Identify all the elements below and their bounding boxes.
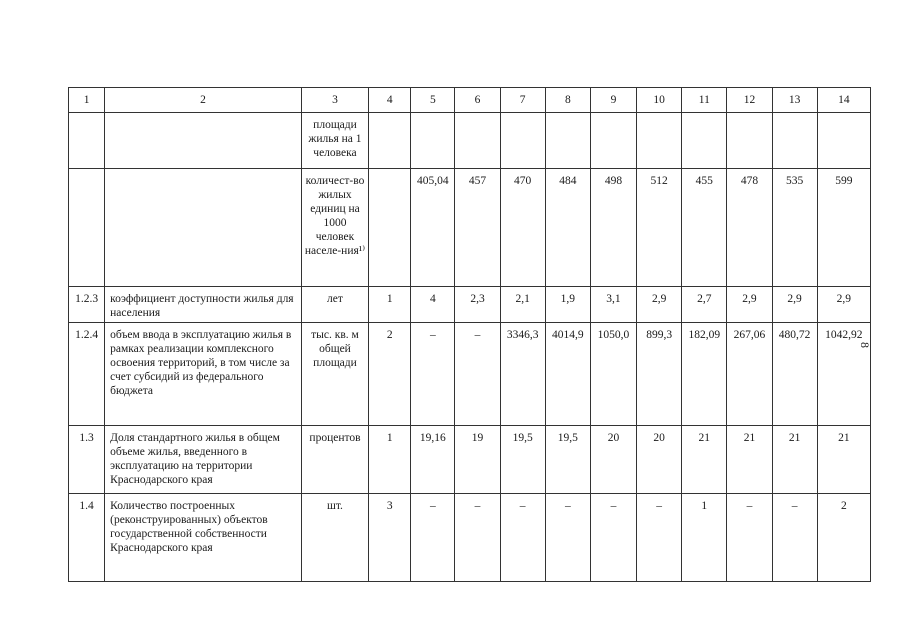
table-cell (411, 113, 455, 169)
table-cell: 21 (817, 426, 870, 494)
table-cell: 599 (817, 169, 870, 287)
table-cell (369, 169, 411, 287)
table-cell (637, 113, 682, 169)
table-cell: – (545, 494, 590, 582)
table-cell: 1.4 (69, 494, 105, 582)
table-cell: 21 (682, 426, 727, 494)
table-cell (105, 113, 302, 169)
table-cell: 498 (590, 169, 636, 287)
table-cell: 1 (682, 494, 727, 582)
table-cell: 405,04 (411, 169, 455, 287)
table-cell (69, 113, 105, 169)
table-cell: – (411, 494, 455, 582)
table-cell (817, 113, 870, 169)
header-cell: 2 (105, 88, 302, 113)
table-cell: 512 (637, 169, 682, 287)
table-cell: 21 (772, 426, 817, 494)
table-cell: – (411, 323, 455, 426)
table-cell: шт. (301, 494, 368, 582)
table-row (69, 113, 871, 169)
table-cell: 484 (545, 169, 590, 287)
table-cell: 19,5 (545, 426, 590, 494)
table-cell: 2,1 (500, 287, 545, 323)
table-cell: 470 (500, 169, 545, 287)
table-cell: площади жилья на 1 человека (301, 113, 368, 169)
table-cell: 535 (772, 169, 817, 287)
table-cell: – (637, 494, 682, 582)
header-cell: 6 (455, 88, 500, 113)
table-cell: 2,9 (637, 287, 682, 323)
table-cell: – (772, 494, 817, 582)
table-cell (682, 113, 727, 169)
table-cell: 21 (727, 426, 772, 494)
table-cell: 2,9 (727, 287, 772, 323)
table-cell: 1 (369, 426, 411, 494)
table-cell: количест-во жилых единиц на 1000 человек населе-ния¹⁾ (301, 169, 368, 287)
header-cell: 7 (500, 88, 545, 113)
header-row (69, 88, 871, 113)
header-cell: 8 (545, 88, 590, 113)
header-cell: 13 (772, 88, 817, 113)
table-cell: объем ввода в эксплуатацию жилья в рамках реализации комплексного освоения территорий, в том числе за счет субсидий из федерального бюджета (105, 323, 302, 426)
table-cell: – (590, 494, 636, 582)
table-cell: 2,3 (455, 287, 500, 323)
table-cell: 2 (817, 494, 870, 582)
table-cell: 480,72 (772, 323, 817, 426)
table-cell: – (455, 323, 500, 426)
table-cell: 2,9 (772, 287, 817, 323)
table-cell: 20 (637, 426, 682, 494)
table-cell: Количество построенных (реконструированных) объектов государственной собственности Краснодарского края (105, 494, 302, 582)
table-cell (545, 113, 590, 169)
table-cell: 19 (455, 426, 500, 494)
header-cell: 3 (301, 88, 368, 113)
table-row (69, 169, 871, 287)
header-cell: 5 (411, 88, 455, 113)
data-table (68, 87, 871, 582)
table-cell (590, 113, 636, 169)
header-cell: 12 (727, 88, 772, 113)
header-cell: 9 (590, 88, 636, 113)
table-cell: 457 (455, 169, 500, 287)
table-cell: коэффициент доступности жилья для населения (105, 287, 302, 323)
table-cell: 267,06 (727, 323, 772, 426)
table-cell: 1050,0 (590, 323, 636, 426)
table-cell: – (500, 494, 545, 582)
table-cell: – (727, 494, 772, 582)
table-cell (727, 113, 772, 169)
table-cell: 478 (727, 169, 772, 287)
table-cell: 2 (369, 323, 411, 426)
table-cell: 1,9 (545, 287, 590, 323)
table-cell (369, 113, 411, 169)
page-number: 8 (858, 342, 872, 348)
table-cell: 3346,3 (500, 323, 545, 426)
table-row (69, 426, 871, 494)
header-cell: 11 (682, 88, 727, 113)
table-cell: 899,3 (637, 323, 682, 426)
table-cell: 1042,92 (817, 323, 870, 426)
table-cell: 4 (411, 287, 455, 323)
table-cell: 2,9 (817, 287, 870, 323)
table-cell: процентов (301, 426, 368, 494)
table-cell (69, 169, 105, 287)
table-cell: 1 (369, 287, 411, 323)
table-cell: 1.3 (69, 426, 105, 494)
table-cell: 3 (369, 494, 411, 582)
table-cell: 19,16 (411, 426, 455, 494)
table-cell: Доля стандартного жилья в общем объеме жилья, введенного в эксплуатацию на территории Краснодарского края (105, 426, 302, 494)
header-cell: 10 (637, 88, 682, 113)
table-cell: тыс. кв. м общей площади (301, 323, 368, 426)
table-cell (455, 113, 500, 169)
table-cell: 4014,9 (545, 323, 590, 426)
table-cell: – (455, 494, 500, 582)
table-cell: 2,7 (682, 287, 727, 323)
header-cell: 14 (817, 88, 870, 113)
table-cell: 455 (682, 169, 727, 287)
table-cell: 1.2.3 (69, 287, 105, 323)
table-cell: 19,5 (500, 426, 545, 494)
table-cell: лет (301, 287, 368, 323)
table-row (69, 494, 871, 582)
table-cell: 20 (590, 426, 636, 494)
table-row (69, 323, 871, 426)
table-cell: 3,1 (590, 287, 636, 323)
table-cell (105, 169, 302, 287)
header-cell: 4 (369, 88, 411, 113)
table-cell (500, 113, 545, 169)
table-cell: 182,09 (682, 323, 727, 426)
header-cell: 1 (69, 88, 105, 113)
table-row (69, 287, 871, 323)
table-cell (772, 113, 817, 169)
table-cell: 1.2.4 (69, 323, 105, 426)
